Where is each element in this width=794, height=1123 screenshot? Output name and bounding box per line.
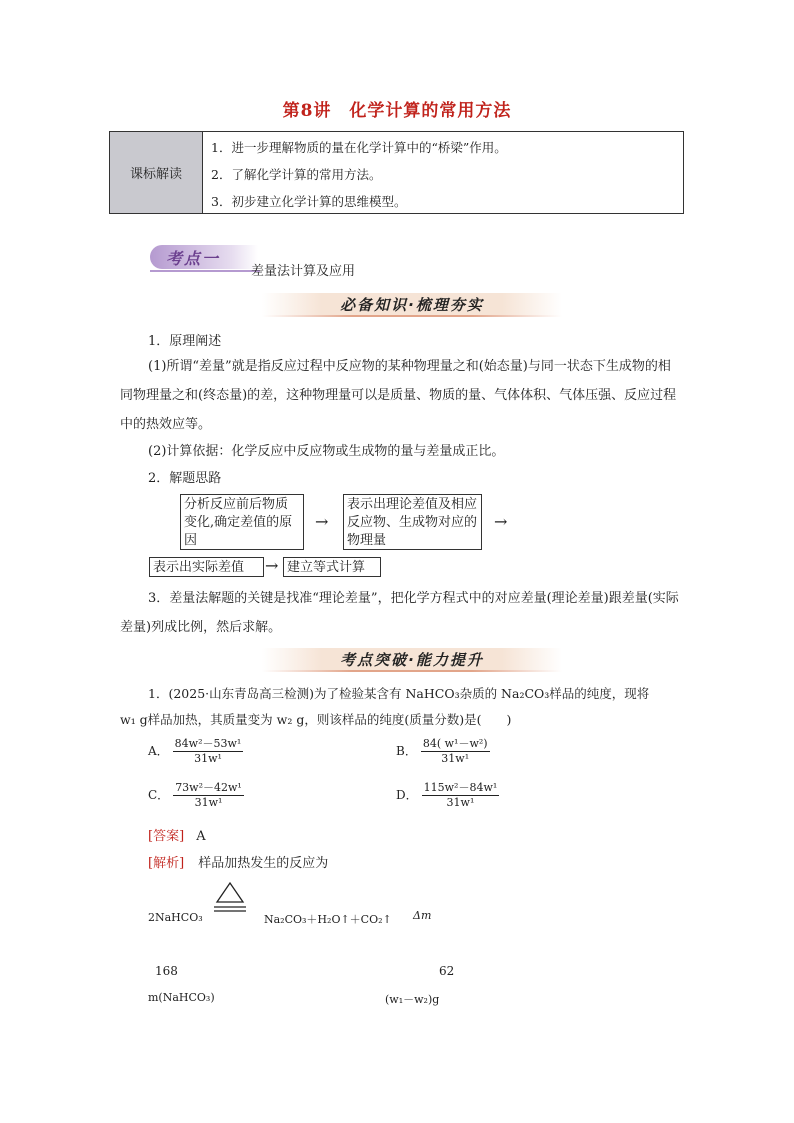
flow-arrow: → — [315, 512, 329, 531]
answer-line — [148, 825, 206, 844]
option-c — [148, 779, 244, 809]
fraction-numerator: 73w²－42w¹ — [175, 781, 242, 794]
option-fraction — [422, 779, 500, 809]
objective-item: 1．进一步理解物质的量在化学计算中的“桥梁”作用。 — [211, 140, 507, 155]
question-stem: 1．(2025·山东青岛高三检测)为了检验某含有 NaHCO₃杂质的 Na₂CO₃样品的纯度，现将 — [148, 686, 650, 701]
section-banner: 考点突破·能力提升 — [262, 648, 562, 670]
option-fraction — [421, 735, 490, 765]
answer-label: [答案] — [148, 829, 185, 844]
reaction-reactant: 2NaHCO₃ — [148, 911, 203, 924]
flow-box-analyze: 分析反应前后物质变化,确定差值的原因 — [180, 494, 304, 550]
analysis-text: 样品加热发生的反应为 — [198, 856, 329, 871]
analysis-line — [148, 852, 328, 871]
objectives-label: 课标解读 — [110, 132, 203, 213]
section-heading: 2．解题思路 — [148, 471, 222, 486]
fraction-numerator: 84w²－53w¹ — [174, 737, 242, 750]
option-fraction — [173, 735, 244, 765]
kaodian-topic: 差量法计算及应用 — [251, 264, 356, 279]
option-letter: D． — [396, 787, 418, 802]
fraction-numerator: 115w²－84w¹ — [423, 781, 498, 794]
fraction-numerator: 84( w¹－w²) — [422, 737, 488, 750]
page-title: 第8讲 化学计算的常用方法 — [282, 101, 512, 121]
banner-underline — [262, 315, 562, 317]
option-d — [396, 779, 499, 809]
flow-box-actual: 表示出实际差值 — [149, 557, 264, 577]
objective-item: 3．初步建立化学计算的思维模型。 — [211, 194, 407, 209]
paragraph: 3．差量法解题的关键是找准“理论差量”，把化学方程式中的对应差量(理论差量)跟差量(实际差量)列成比例，然后求解。 — [120, 591, 679, 635]
paragraph: (1)所谓“差量”就是指反应过程中反应物的某种物理量之和(始态量)与同一状态下生成物的相同物理量之和(终态量)的差，这种物理量可以是质量、物质的量、气体体积、气体压强、反应过程中的热效应等。 — [120, 359, 677, 432]
section-heading: 1．原理阐述 — [148, 334, 222, 349]
flow-box-theory: 表示出理论差值及相应反应物、生成物对应的物理量 — [343, 494, 482, 550]
analysis-label: [解析] — [148, 856, 185, 871]
objectives-table — [109, 131, 684, 214]
option-letter: A． — [148, 743, 169, 758]
section-banner: 必备知识·梳理夯实 — [262, 293, 562, 315]
option-b — [396, 735, 490, 765]
objective-item: 2．了解化学计算的常用方法。 — [211, 167, 382, 182]
option-letter: B． — [396, 743, 417, 758]
flow-arrow: → — [265, 556, 279, 575]
reaction-delta: Δm — [413, 909, 432, 922]
objectives-list — [203, 132, 507, 213]
fraction-denominator: 31w¹ — [194, 796, 223, 809]
option-letter: C． — [148, 787, 170, 802]
kaodian-underline — [150, 270, 260, 272]
flow-box-equation: 建立等式计算 — [283, 557, 381, 577]
paragraph: (2)计算依据：化学反应中反应物或生成物的量与差量成正比。 — [148, 444, 505, 459]
option-fraction — [173, 779, 244, 809]
fraction-denominator: 31w¹ — [441, 752, 470, 765]
question-stem: w₁ g样品加热，其质量变为 w₂ g，则该样品的纯度(质量分数)是( ) — [120, 712, 512, 727]
var-delta: (w₁－w₂)g — [385, 993, 440, 1006]
mass-reactant: 168 — [155, 964, 178, 978]
heating-condition-icon — [213, 880, 247, 914]
fraction-denominator: 31w¹ — [446, 796, 475, 809]
option-a — [148, 735, 243, 765]
answer-value: A — [196, 829, 206, 844]
fraction-denominator: 31w¹ — [194, 752, 222, 765]
flow-arrow: → — [494, 512, 508, 531]
var-reactant: m(NaHCO₃) — [148, 991, 215, 1004]
kaodian-badge: 考点一 — [150, 245, 258, 269]
reaction-products: Na₂CO₃＋H₂O↑＋CO₂↑ — [264, 913, 392, 926]
mass-delta: 62 — [439, 964, 455, 978]
banner-underline — [262, 670, 562, 672]
